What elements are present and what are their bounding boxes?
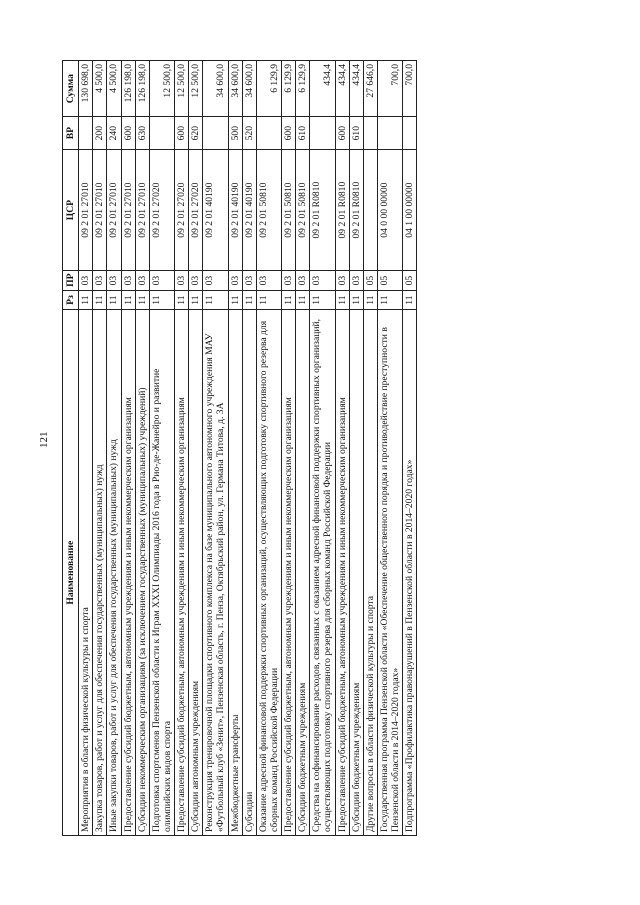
row-vr [377,117,402,150]
row-name: Межбюджетные трансферты [228,310,242,836]
table-row [363,61,377,836]
table-header-row [63,61,79,836]
row-vr: 500 [228,117,242,150]
row-pr: 03 [203,271,228,291]
table-row [175,61,189,836]
row-name: Предоставление субсидий бюджетным, автономным учреждениям и иным некоммерческим организациям [282,310,296,836]
table-row [377,61,402,836]
row-pr: 03 [107,271,121,291]
row-csr: 09 2 01 27010 [121,149,135,270]
row-sum: 12 500,0 [189,61,203,117]
row-name: Иные закупки товаров, работ и услуг для обеспечения государственных (муниципальных) нужд [107,310,121,836]
row-vr [310,117,335,150]
table-row [79,61,93,836]
row-rz: 11 [256,290,281,310]
row-rz: 11 [349,290,363,310]
row-vr [256,117,281,150]
row-csr: 09 2 01 27020 [189,149,203,270]
table-row [189,61,203,836]
row-sum: 126 198,0 [135,61,149,117]
row-rz: 11 [403,290,417,310]
row-pr: 03 [79,271,93,291]
table-row [335,61,349,836]
row-sum: 700,0 [403,61,417,117]
header-sum: Сумма [63,61,79,117]
row-pr: 03 [335,271,349,291]
row-csr: 09 2 01 27020 [149,149,174,270]
row-vr [203,117,228,150]
header-csr: ЦСР [63,149,79,270]
row-sum: 6 129,9 [256,61,281,117]
row-vr [403,117,417,150]
row-rz: 11 [310,290,335,310]
row-vr: 610 [349,117,363,150]
row-rz: 11 [242,290,256,310]
row-sum: 434,4 [310,61,335,117]
row-sum: 4 500,0 [93,61,107,117]
rotated-table-block [62,60,417,836]
table-row [349,61,363,836]
row-csr: 09 2 01 27010 [93,149,107,270]
table-row [93,61,107,836]
row-vr: 600 [335,117,349,150]
row-pr: 03 [256,271,281,291]
row-csr: 09 2 01 40190 [203,149,228,270]
row-name: Подпрограмма «Профилактика правонарушений в Пензенской области в 2014–2020 годах» [403,310,417,836]
row-rz: 11 [228,290,242,310]
row-pr: 03 [228,271,242,291]
row-sum: 27 646,0 [363,61,377,117]
row-name: Закупка товаров, работ и услуг для обеспечения государственных (муниципальных) нужд [93,310,107,836]
row-name: Оказание адресной финансовой поддержки спортивных организаций, осуществляющих подготовку спортивного резерва для сборных команд Российской Федерации [256,310,281,836]
row-rz: 11 [296,290,310,310]
row-rz: 11 [363,290,377,310]
row-vr [363,117,377,150]
row-name: Другие вопросы в области физической культуры и спорта [363,310,377,836]
table-row [242,61,256,836]
table-row [228,61,242,836]
row-csr: 09 2 01 50810 [282,149,296,270]
row-rz: 11 [175,290,189,310]
table-row [296,61,310,836]
row-pr: 05 [403,271,417,291]
row-pr: 03 [121,271,135,291]
row-name: Субсидии автономным учреждениям [189,310,203,836]
header-rz: Рз [63,290,79,310]
row-pr: 03 [149,271,174,291]
row-name: Субсидии бюджетным учреждениям [296,310,310,836]
row-csr: 09 2 01 R0810 [310,149,335,270]
row-vr [79,117,93,150]
row-rz: 11 [107,290,121,310]
row-pr: 05 [377,271,402,291]
header-pr: ПР [63,271,79,291]
row-rz: 11 [203,290,228,310]
row-rz: 11 [377,290,402,310]
row-csr [363,149,377,270]
row-name: Субсидии бюджетным учреждениям [349,310,363,836]
page-number: 121 [38,431,50,448]
table-row [403,61,417,836]
row-pr: 03 [175,271,189,291]
row-sum: 6 129,9 [282,61,296,117]
header-vr: ВР [63,117,79,150]
row-name: Предоставление субсидий бюджетным, автономным учреждениям и иным некоммерческим организациям [335,310,349,836]
row-name: Предоставление субсидий бюджетным, автономным учреждениям и иным некоммерческим организациям [121,310,135,836]
row-pr: 05 [363,271,377,291]
table-row [121,61,135,836]
row-csr: 09 2 01 R0810 [349,149,363,270]
table-row [310,61,335,836]
row-csr: 09 2 01 27010 [79,149,93,270]
row-vr: 610 [296,117,310,150]
row-sum: 34 600,0 [203,61,228,117]
table-row [107,61,121,836]
row-sum: 434,4 [335,61,349,117]
budget-table [62,60,417,836]
row-csr: 09 2 01 40190 [228,149,242,270]
row-rz: 11 [282,290,296,310]
row-csr: 09 2 01 50810 [256,149,281,270]
row-csr: 04 0 00 00000 [377,149,402,270]
row-vr: 630 [135,117,149,150]
row-csr: 09 2 01 27020 [175,149,189,270]
row-pr: 03 [349,271,363,291]
row-vr: 240 [107,117,121,150]
table-row [149,61,174,836]
table-row [203,61,228,836]
row-csr: 09 2 01 50810 [296,149,310,270]
row-sum: 34 600,0 [228,61,242,117]
row-pr: 03 [242,271,256,291]
row-rz: 11 [79,290,93,310]
row-csr: 09 2 01 27010 [135,149,149,270]
row-vr: 520 [242,117,256,150]
row-pr: 03 [93,271,107,291]
row-rz: 11 [149,290,174,310]
row-name: Предоставление субсидий бюджетным, автономным учреждениям и иным некоммерческим организациям [175,310,189,836]
row-rz: 11 [135,290,149,310]
table-row [135,61,149,836]
row-rz: 11 [93,290,107,310]
row-name: Государственная программа Пензенской области «Обеспечение общественного порядка и противодействие преступности в Пензенской области в 2014–2020 годах» [377,310,402,836]
row-name: Реконструкция тренировочной площадки спортивного комплекса на базе муниципального автономного учреждения МАУ «Футбольный клуб «Зенит», Пензенская область, г. Пенза, Октябрьский район, ул. Германа Титова, д. 3А [203,310,228,836]
row-vr: 600 [282,117,296,150]
header-name: Наименование [63,310,79,836]
table-row [282,61,296,836]
row-pr: 03 [189,271,203,291]
row-pr: 03 [310,271,335,291]
row-pr: 03 [296,271,310,291]
row-sum: 4 500,0 [107,61,121,117]
row-sum: 12 500,0 [149,61,174,117]
row-vr: 600 [121,117,135,150]
row-csr: 09 2 01 27010 [107,149,121,270]
row-name: Мероприятия в области физической культуры и спорта [79,310,93,836]
row-pr: 03 [135,271,149,291]
row-csr: 09 2 01 40190 [242,149,256,270]
row-name: Субсидии некоммерческим организациям (за исключением государственных (муниципальных) учреждений) [135,310,149,836]
row-sum: 130 698,0 [79,61,93,117]
row-sum: 6 129,9 [296,61,310,117]
row-sum: 12 500,0 [175,61,189,117]
row-rz: 11 [335,290,349,310]
row-name: Подготовка спортсменов Пензенской области к Играм XXXI Олимпиады 2016 года в Рио-де-Жанейро и развитие олимпийских видов спорта [149,310,174,836]
row-vr: 620 [189,117,203,150]
row-csr: 09 2 01 R0810 [335,149,349,270]
row-pr: 03 [282,271,296,291]
row-name: Субсидии [242,310,256,836]
row-sum: 434,4 [349,61,363,117]
row-vr: 200 [93,117,107,150]
row-rz: 11 [121,290,135,310]
row-vr: 600 [175,117,189,150]
row-sum: 34 600,0 [242,61,256,117]
row-vr [149,117,174,150]
row-sum: 126 198,0 [121,61,135,117]
row-name: Средства на софинансирование расходов, связанных с оказанием адресной финансовой поддержки спортивных организаций, осуществляющих подготовку спортивного резерва для сборных команд Российской Федерации [310,310,335,836]
row-sum: 700,0 [377,61,402,117]
row-rz: 11 [189,290,203,310]
table-row [256,61,281,836]
row-csr: 04 1 00 00000 [403,149,417,270]
